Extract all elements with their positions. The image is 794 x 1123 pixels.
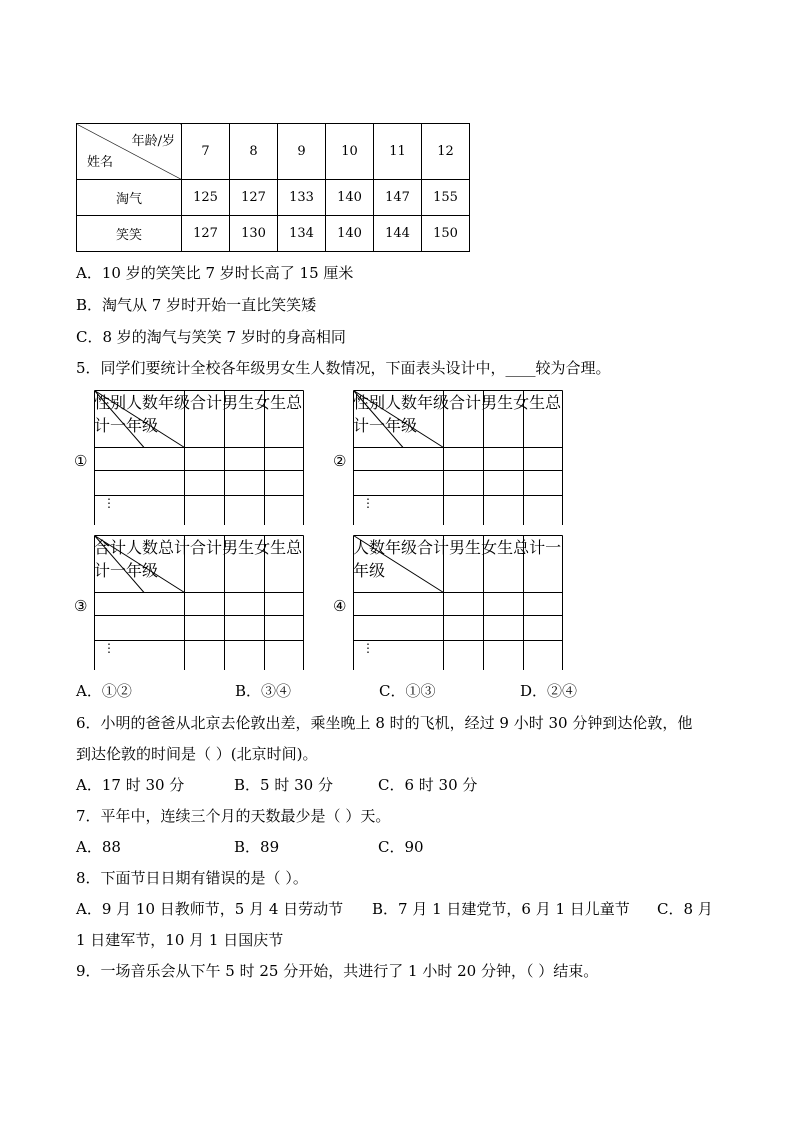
age-header: 10 — [326, 124, 374, 180]
header-label-top: 性别 — [94, 393, 127, 412]
q6-stem-line-1: 6．小明的爸爸从北京去伦敦出差，乘坐晚上 8 时的飞机，经过 9 小时 30 分钟到达伦敦，他 — [76, 714, 693, 732]
column-header-boys: 男生 — [222, 538, 255, 557]
header-label-top: 人数 — [353, 538, 386, 557]
table-grid — [353, 390, 563, 525]
q4-option-a[interactable]: A．10 岁的笑笑比 7 岁时长高了 15 厘米 — [76, 264, 354, 282]
q8-option-c-continued: 1 日建军节，10 月 1 日国庆节 — [76, 931, 284, 949]
diagonal-line — [95, 536, 185, 593]
q6-option-a[interactable]: A．17 时 30 分 — [76, 776, 185, 794]
row-label-total: 总计 — [513, 538, 546, 557]
table-cell: 140 — [326, 216, 374, 252]
q5-option-d[interactable]: D．②④ — [520, 682, 578, 700]
diagonal-line — [95, 536, 145, 593]
age-header: 8 — [230, 124, 278, 180]
age-header: 11 — [374, 124, 422, 180]
table-cell: 144 — [374, 216, 422, 252]
row-name: 淘气 — [77, 180, 182, 216]
q7-stem: 7．平年中，连续三个月的天数最少是（ ）天。 — [76, 807, 391, 825]
row-label-total: 总计 — [353, 393, 562, 435]
table-grid — [94, 390, 304, 525]
diagonal-line — [354, 391, 444, 448]
row-name: 笑笑 — [77, 216, 182, 252]
diagonal-line — [354, 536, 444, 593]
q4-option-b[interactable]: B．淘气从 7 岁时开始一直比笑笑矮 — [76, 296, 317, 314]
table-row — [77, 180, 470, 216]
q9-stem: 9．一场音乐会从下午 5 时 25 分开始，共进行了 1 小时 20 分钟，（ ）结束。 — [76, 962, 599, 980]
table-option-mark: ③ — [74, 597, 88, 615]
q8-option-c[interactable]: C．8 月 — [657, 900, 713, 918]
header-design-table-4 — [333, 535, 563, 670]
height-table — [76, 123, 470, 252]
row-label-grade-one: 一年级 — [110, 416, 159, 435]
column-header-total: 合计 — [417, 538, 450, 557]
column-header-boys: 男生 — [449, 538, 482, 557]
table-cell: 147 — [374, 180, 422, 216]
q5-option-b[interactable]: B．③④ — [235, 682, 292, 700]
row-label-total: 总计 — [94, 393, 303, 435]
table-cell: 134 — [278, 216, 326, 252]
q5-stem: 5．同学们要统计全校各年级男女生人数情况，下面表头设计中，____较为合理。 — [76, 359, 611, 377]
header-label-top: 合计 — [94, 538, 127, 557]
table-cell: 155 — [422, 180, 470, 216]
column-header-girls: 女生 — [513, 393, 546, 412]
header-label-bottom: 年级 — [158, 393, 191, 412]
header-label-bottom: 总计 — [158, 538, 191, 557]
diagonal-line — [95, 391, 145, 448]
header-label-middle: 人数 — [126, 393, 159, 412]
q5-option-c[interactable]: C．①③ — [379, 682, 436, 700]
table-option-mark: ④ — [333, 597, 347, 615]
column-header-girls: 女生 — [481, 538, 514, 557]
column-header-total: 合计 — [190, 538, 223, 557]
q7-option-b[interactable]: B．89 — [234, 838, 280, 856]
header-label-bottom: 年级 — [417, 393, 450, 412]
row-label-grade-one: 一年级 — [353, 538, 562, 580]
ellipsis-icon: ⋮ — [362, 641, 374, 655]
age-header: 12 — [422, 124, 470, 180]
column-header-girls: 女生 — [254, 538, 287, 557]
table-grid — [353, 535, 563, 670]
q6-stem-line-2: 到达伦敦的时间是（ ）(北京时间)。 — [76, 745, 318, 763]
table-cell: 140 — [326, 180, 374, 216]
table-cell: 150 — [422, 216, 470, 252]
age-header: 7 — [182, 124, 230, 180]
table-cell: 127 — [182, 216, 230, 252]
corner-bottom-label: 姓名 — [87, 155, 114, 170]
header-label-top: 性别 — [353, 393, 386, 412]
table-corner-header — [77, 124, 182, 180]
diagonal-line — [354, 391, 404, 448]
table-cell: 125 — [182, 180, 230, 216]
age-header: 9 — [278, 124, 326, 180]
ellipsis-icon: ⋮ — [362, 496, 374, 510]
row-label-total: 总计 — [94, 538, 303, 580]
column-header-girls: 女生 — [254, 393, 287, 412]
ellipsis-icon: ⋮ — [103, 641, 115, 655]
column-header-boys: 男生 — [222, 393, 255, 412]
table-cell: 127 — [230, 180, 278, 216]
table-cell: 130 — [230, 216, 278, 252]
diagonal-line — [95, 391, 185, 448]
column-header-boys: 男生 — [481, 393, 514, 412]
q6-option-b[interactable]: B．5 时 30 分 — [234, 776, 333, 794]
header-label-middle: 人数 — [385, 393, 418, 412]
q8-stem: 8．下面节日日期有错误的是（ ）。 — [76, 869, 308, 887]
row-label-grade-one: 一年级 — [110, 561, 159, 580]
column-header-total: 合计 — [449, 393, 482, 412]
column-header-total: 合计 — [190, 393, 223, 412]
table-grid — [94, 535, 304, 670]
header-design-table-1 — [74, 390, 304, 525]
q6-option-c[interactable]: C．6 时 30 分 — [378, 776, 478, 794]
corner-top-label: 年龄/岁 — [131, 134, 175, 149]
q7-option-a[interactable]: A．88 — [76, 838, 121, 856]
q8-option-a[interactable]: A．9 月 10 日教师节，5 月 4 日劳动节 — [76, 900, 344, 918]
header-label-middle: 人数 — [126, 538, 159, 557]
q5-option-a[interactable]: A．①② — [76, 682, 132, 700]
q7-option-c[interactable]: C．90 — [378, 838, 424, 856]
row-label-grade-one: 一年级 — [369, 416, 418, 435]
ellipsis-icon: ⋮ — [103, 496, 115, 510]
header-label-bottom: 年级 — [385, 538, 418, 557]
q4-option-c[interactable]: C．8 岁的淘气与笑笑 7 岁时的身高相同 — [76, 328, 346, 346]
header-design-table-2 — [333, 390, 563, 525]
q8-option-b[interactable]: B．7 月 1 日建党节，6 月 1 日儿童节 — [372, 900, 630, 918]
header-design-table-3 — [74, 535, 304, 670]
table-option-mark: ① — [74, 452, 88, 470]
table-cell: 133 — [278, 180, 326, 216]
table-row — [77, 216, 470, 252]
table-option-mark: ② — [333, 452, 347, 470]
